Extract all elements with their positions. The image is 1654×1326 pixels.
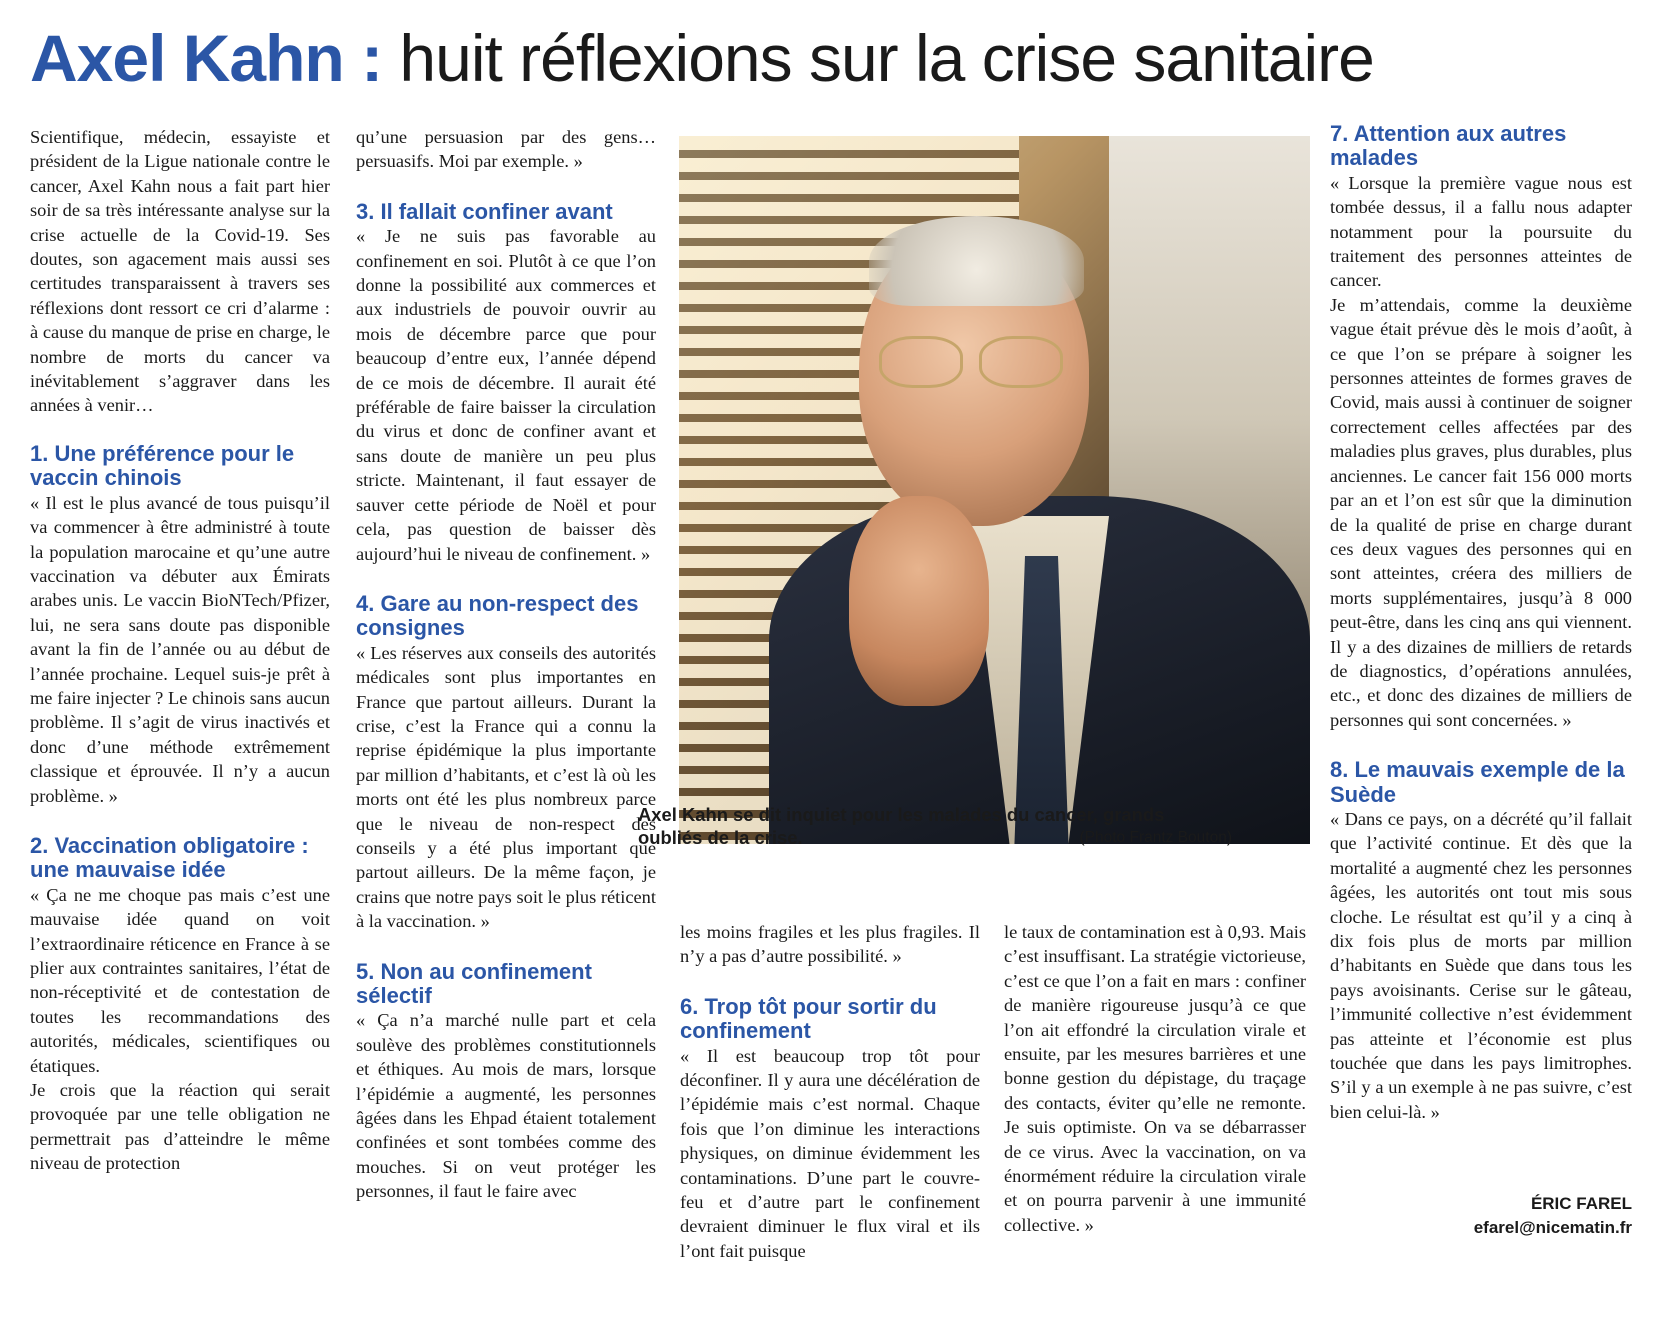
headline	[30, 18, 1630, 98]
section-2-text-2-cont: qu’une persuasion par des gens… persuasifs. Moi par exemple. »	[356, 127, 656, 172]
portrait-photo	[679, 136, 1310, 844]
hand	[849, 496, 989, 706]
section-3-text: « Je ne suis pas favorable au confinement en soi. Plutôt à ce que l’on donne la possibilité aux commerces et aux industriels de pouvoir ouvrir au mois de décembre parce que pour beaucoup d’entre eux, l’année dépend de ce mois de décembre. Il aurait été préférable de faire baisser la circulation du virus et donc de confiner avant et sans doute de manière un peu plus stricte. Maintenant, il faut essayer de sauver cette période de Noël et pour cela, pas question de baisser dès aujourd’hui le niveau de confinement. »	[356, 226, 656, 564]
column-2	[356, 125, 656, 1315]
section-7-title: 7. Attention aux autres malades	[1330, 122, 1567, 171]
headline-name: Axel Kahn :	[30, 21, 383, 95]
section-3-title: 3. Il fallait confiner avant	[356, 198, 613, 224]
section-8-text: « Dans ce pays, on a décrété qu’il fallait que l’activité continue. Et dès que la mortalité a augmenté chez les personnes âgées, les autorités ont tout mis sous cloche. Le résultat est qu’il y a cinq à dix fois plus de morts par million d’habitants en Suède que dans tous les pays avoisinants. Cerise sur le gâteau, l’immunité collective n’est évidemment pas atteinte et l’économie est plus touchée que dans les pays limitrophes. S’il y a un exemple à ne pas suivre, c’est bien celui-là. »	[1330, 808, 1632, 1122]
author-signature: ÉRIC FAREL	[1530, 1194, 1632, 1213]
section-7-text: « Lorsque la première vague nous est tombée dessus, il a fallu nous adapter notamment pour la poursuite du traitement des personnes atteintes de cancer.	[1330, 172, 1632, 291]
section-8-title: 8. Le mauvais exemple de la Suède	[1330, 757, 1625, 807]
photo-credit: (Photo Frantz Bouton)	[1079, 829, 1232, 846]
section-5-text: « Ça n’a marché nulle part et cela soulève des problèmes constitutionnels et éthiques. Au mois de mars, lorsque l’épidémie a augmenté, les personnes âgées dans les Ehpad étaient totalement confinées et sont tombées comme des mouches. Si on veut protéger les personnes, il faut le faire avec	[356, 1010, 656, 1202]
photo-caption: Axel Kahn se dit inquiet pour les malades du cancer, grands oubliés de la crise.	[638, 804, 1165, 848]
section-2-title: 2. Vaccination obligatoire : une mauvaise idée	[30, 832, 309, 883]
glasses-right-lens	[979, 336, 1063, 388]
column-5	[1330, 122, 1632, 1312]
hair	[869, 216, 1084, 306]
section-1-text: « Il est le plus avancé de tous puisqu’il va commencer à être administré à toute la population marocaine et qu’une autre vaccination va débuter aux Émirats arabes unis. Le vaccin BioNTech/Pfizer, lui, ne sera sans doute pas disponible avant la fin de l’année ou au début de l’année prochaine. Lequel suis-je prêt à me faire injecter ? Le chinois sans aucun problème. Il s’agit de virus inactivés et donc d’une méthode extrêmement classique et éprouvée. Il n’y a aucun problème. »	[30, 492, 330, 806]
headline-rest: huit réflexions sur la crise sanitaire	[399, 21, 1374, 95]
section-2-text-2: Je crois que la réaction qui serait provoquée par une telle obligation ne permettrait pas d’atteindre le même niveau de protection	[30, 1080, 330, 1174]
section-4-text: « Les réserves aux conseils des autorités médicales sont plus importantes en France que partout ailleurs. Durant la crise, c’est la France qui a connu la reprise épidémique la plus importante par million d’habitants, et c’est là où les morts ont été les plus nombreux parce que le niveau de non-respect des conseils y a été plus important que partout ailleurs. De la même façon, je crains que notre pays soit le plus réticent à la vaccination. »	[356, 642, 656, 932]
section-6-text-cont: le taux de contamination est à 0,93. Mais c’est insuffisant. La stratégie victorieuse, c’est ce que l’on a fait en mars : confiner de manière rigoureuse jusqu’à ce que l’on ait effondré la circulation virale et ensuite, par les mesures barrières et une bonne gestion du dépistage, du traçage des contacts, éviter qu’elle ne remonte. Je suis optimiste. On va se débarrasser de ce virus. Avec la vaccination, on va énormément réduire la circulation virale et on pourra parvenir à une immunité collective. »	[1004, 922, 1306, 1235]
section-5-title: 5. Non au confinement sélectif	[356, 958, 592, 1008]
column-3	[680, 920, 980, 1315]
section-2-text: « Ça ne me choque pas mais c’est une mauvaise idée quand on voit l’extraordinaire réticence en France à se plier aux contraintes sanitaires, l’état de non-réceptivité et de contestation de toutes les recommandations des autorités, médicales, scientifiques ou étatiques.	[30, 884, 330, 1076]
author-email: efarel@nicematin.fr	[1473, 1218, 1632, 1237]
section-6-title: 6. Trop tôt pour sortir du confinement	[680, 993, 937, 1044]
section-6-text: « Il est beaucoup trop tôt pour déconfiner. Il y aura une décélération de l’épidémie mais c’est normal. Chaque fois que l’on diminue les interactions physiques, on diminue évidemment les contaminations. D’une part le couvre-feu et d’autre part le confinement devraient diminuer le flux viral et ils l’ont fait puisque	[680, 1045, 980, 1261]
section-5-text-cont: les moins fragiles et les plus fragiles. Il n’y a pas d’autre possibilité. »	[680, 922, 980, 967]
glasses-left-lens	[879, 336, 963, 388]
intro-paragraph: Scientifique, médecin, essayiste et président de la Ligue nationale contre le cancer, Axel Kahn nous a fait part hier soir de sa très intéressante analyse sur la crise actuelle de la Covid-19. Ses doutes, son agacement mais aussi ses certitudes transparaissent à travers ses réflexions dont ressort ce cri d’alarme : à cause du manque de prise en charge, le nombre de morts du cancer va inévitablement s’aggraver dans les années à venir…	[30, 127, 330, 416]
section-7-text-2: Je m’attendais, comme la deuxième vague était prévue dès le mois d’août, à ce que l’on se prépare à soigner les personnes atteintes de formes graves de Covid, mais aussi à continuer de soigner correctement celles affectées par des maladies plus graves, plus durables, plus anciennes. Le cancer fait 156 000 morts par an et l’on est sûr que la diminution de la qualité de prise en charge durant ces deux vagues des personnes qui en sont atteintes, créera des milliers de morts supplémentaires, jusqu’à 8 000 peut-être, dans les cinq ans qui viennent. Il y a des dizaines de milliers de retards de diagnostics, d’opérations annulées, etc., et donc des dizaines de milliers de personnes qui sont concernées. »	[1330, 294, 1632, 730]
section-1-title: 1. Une préférence pour le vaccin chinois	[30, 440, 295, 491]
column-4	[1004, 920, 1306, 1315]
section-4-title: 4. Gare au non-respect des consignes	[356, 590, 639, 641]
column-1	[30, 125, 330, 1315]
